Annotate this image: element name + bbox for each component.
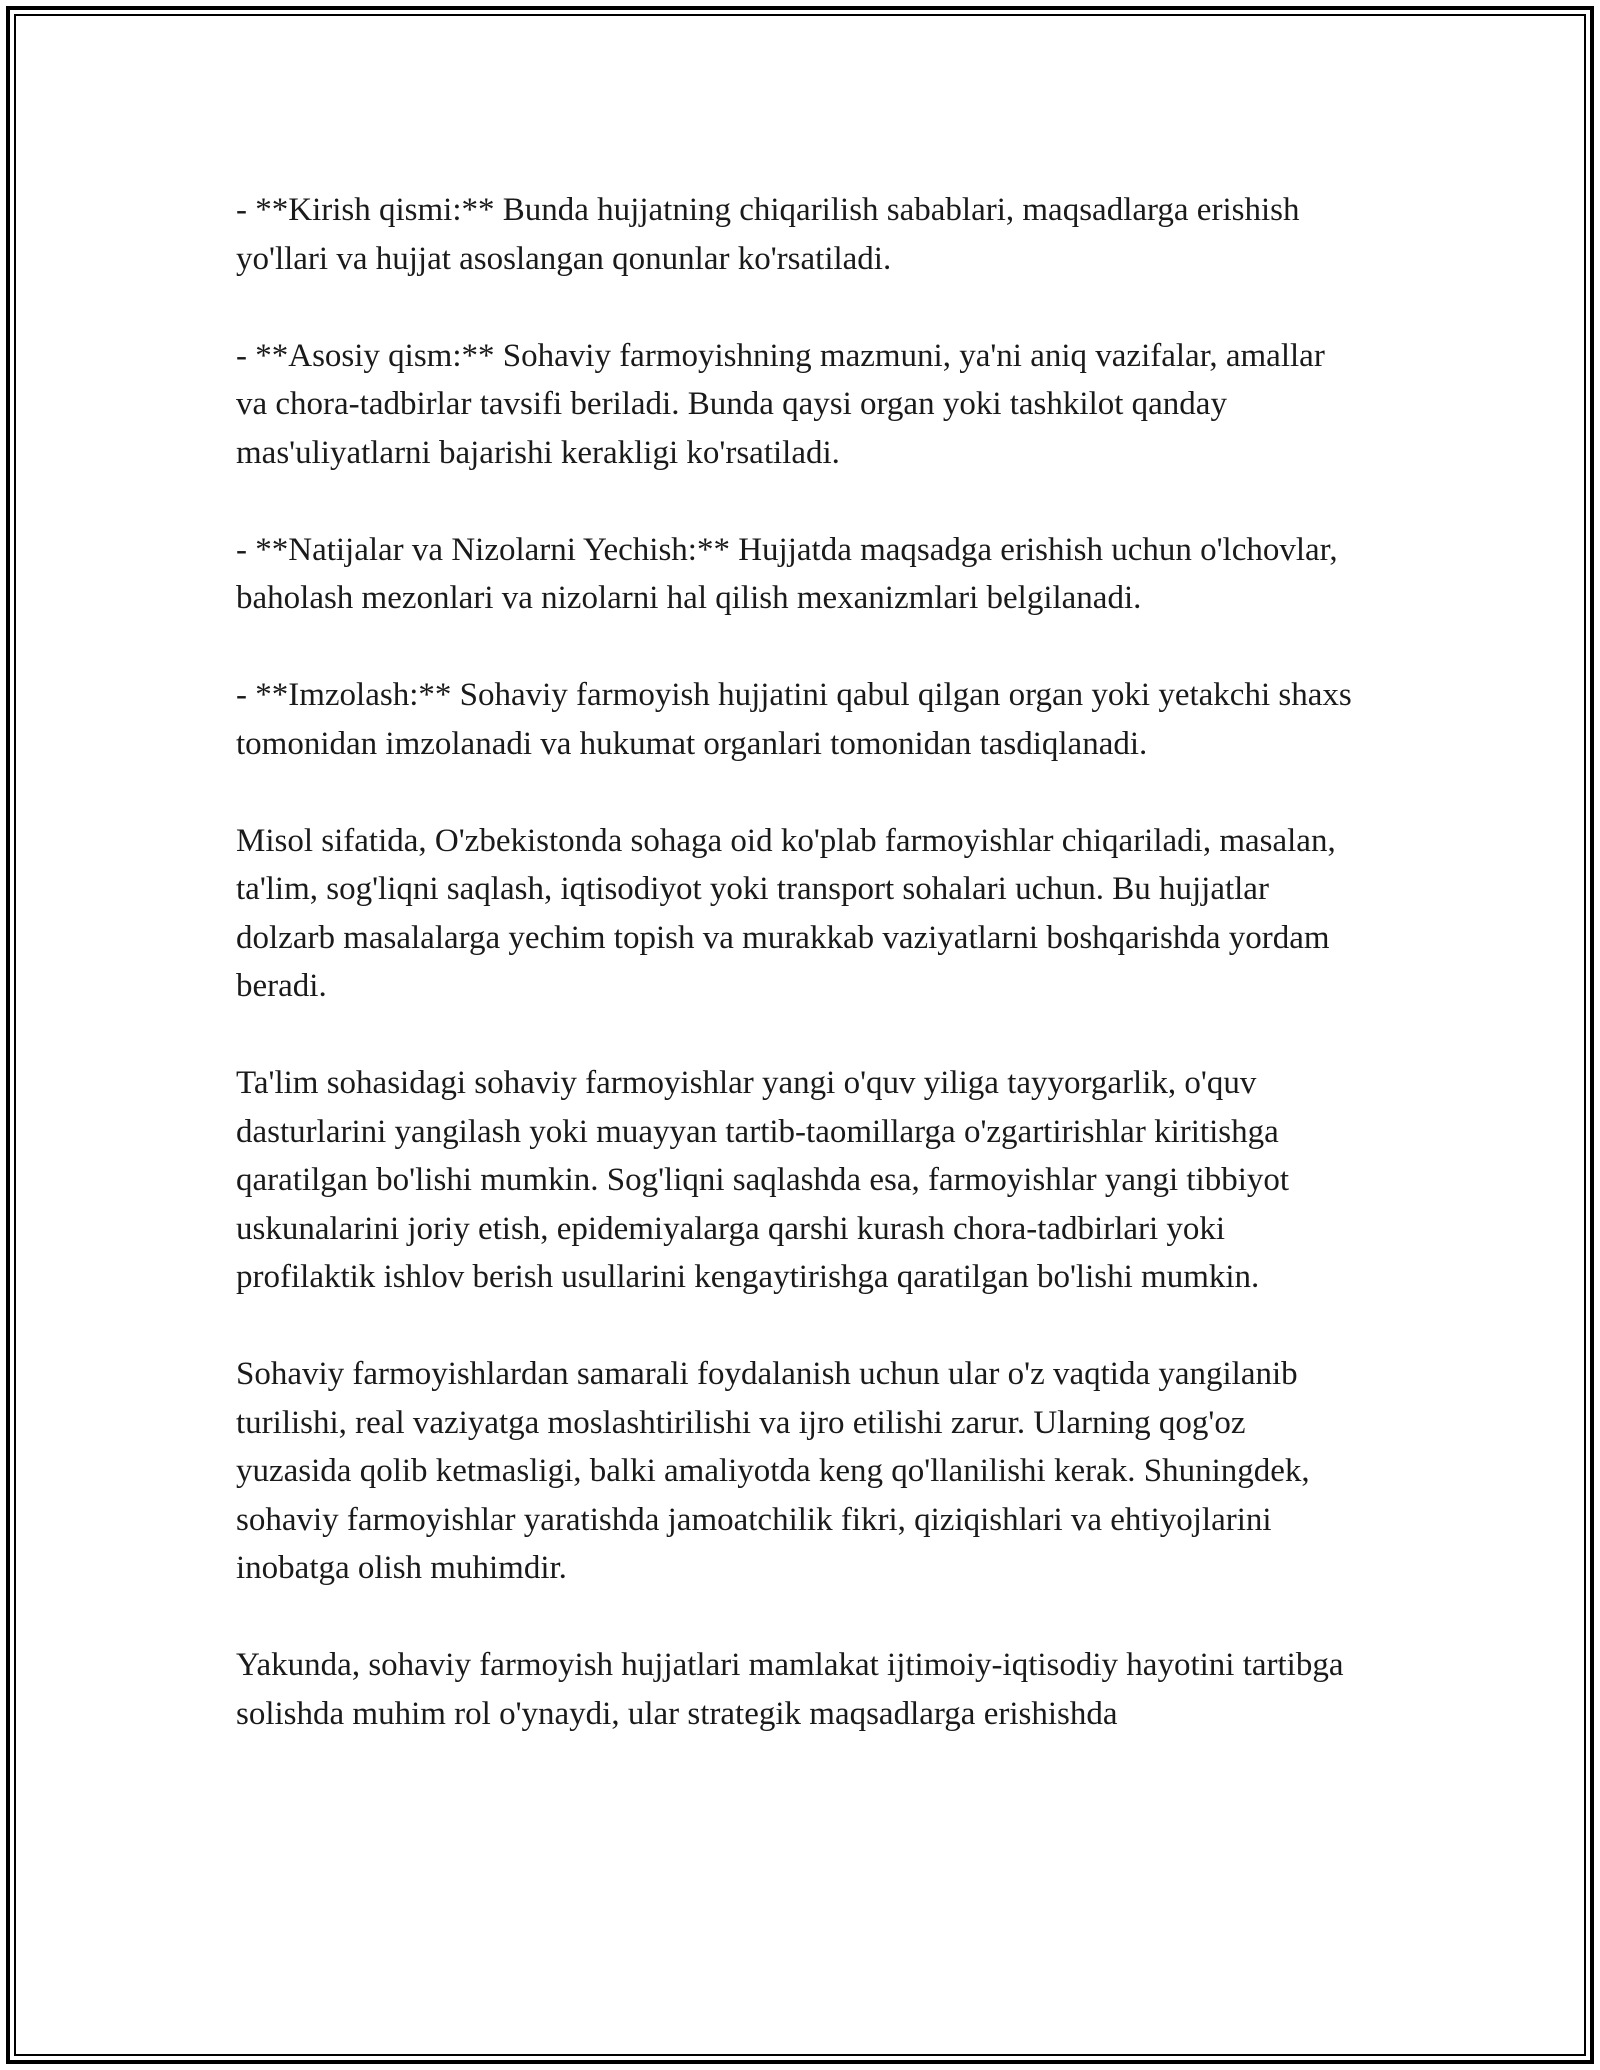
paragraph-imzolash: - **Imzolash:** Sohaviy farmoyish hujjatini qabul qilgan organ yoki yetakchi shaxs tomonidan imzolanadi va hukumat organlari tomonidan tasdiqlanadi. (236, 677, 1352, 762)
paragraph-kirish-qismi: - **Kirish qismi:** Bunda hujjatning chiqarilish sabablari, maqsadlarga erishish yo'llari va hujjat asoslangan qonunlar ko'rsatiladi. (236, 192, 1300, 277)
paragraph-talim: Ta'lim sohasidagi sohaviy farmoyishlar yangi o'quv yiliga tayyorgarlik, o'quv dasturlarini yangilash yoki muayyan tartib-taomillarga o'zgartirishlar kiritishga qaratilgan bo'lishi mumkin. Sog'liqni saqlashda esa, farmoyishlar yangi tibbiyot uskunalarini joriy etish, epidemiyalarga qarshi kurash chora-tadbirlari yoki profilaktik ishlov berish usullarini kengaytirishga qaratilgan bo'lishi mumkin. (236, 1065, 1290, 1295)
paragraph-misol: Misol sifatida, O'zbekistonda sohaga oid ko'plab farmoyishlar chiqariladi, masalan, ta'lim, sog'liqni saqlash, iqtisodiyot yoki transport sohalari uchun. Bu hujjatlar dolzarb masalalarga yechim topish va murakkab vaziyatlarni boshqarishda yordam beradi. (236, 822, 1336, 1004)
document-body (236, 186, 1356, 1738)
paragraph-asosiy-qism: - **Asosiy qism:** Sohaviy farmoyishning mazmuni, ya'ni aniq vazifalar, amallar va chora-tadbirlar tavsifi beriladi. Bunda qaysi organ yoki tashkilot qanday mas'uliyatlarni bajarishi kerakligi ko'rsatiladi. (236, 337, 1325, 471)
paragraph-samarali-foydalanish: Sohaviy farmoyishlardan samarali foydalanish uchun ular o'z vaqtida yangilanib turilishi, real vaziyatga moslashtirilishi va ijro etilishi zarur. Ularning qog'oz yuzasida qolib ketmasligi, balki amaliyotda keng qo'llanilishi kerak. Shuningdek, sohaviy farmoyishlar yaratishda jamoatchilik fikri, qiziqishlari va ehtiyojlarini inobatga olish muhimdir. (236, 1356, 1310, 1586)
paragraph-natijalar: - **Natijalar va Nizolarni Yechish:** Hujjatda maqsadga erishish uchun o'lchovlar, baholash mezonlari va nizolarni hal qilish mexanizmlari belgilanadi. (236, 531, 1338, 616)
paragraph-yakunda: Yakunda, sohaviy farmoyish hujjatlari mamlakat ijtimoiy-iqtisodiy hayotini tartibga solishda muhim rol o'ynaydi, ular strategik maqsadlarga erishishda (236, 1647, 1344, 1732)
